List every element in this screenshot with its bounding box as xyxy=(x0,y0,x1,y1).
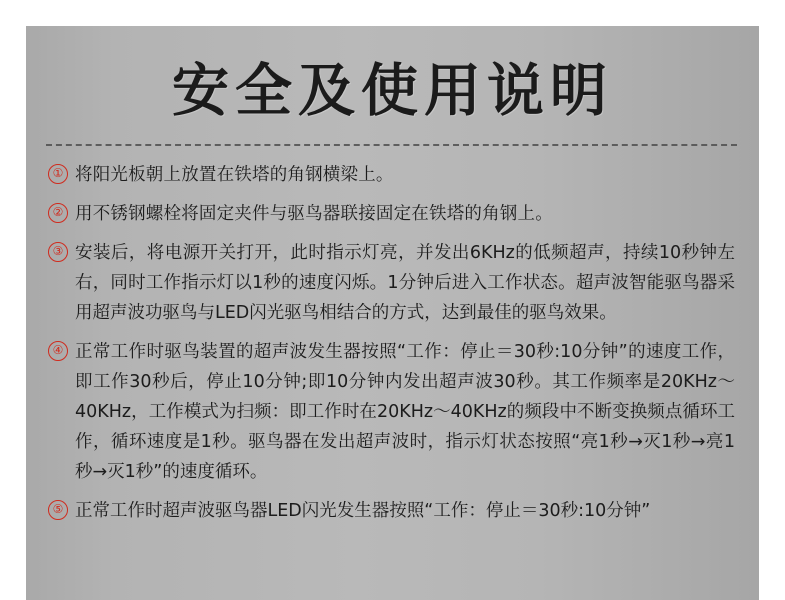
list-marker-4: ④ xyxy=(48,341,68,361)
list-text-2: 用不锈钢螺栓将固定夹件与驱鸟器联接固定在铁塔的角钢上。 xyxy=(75,203,553,224)
list-item xyxy=(48,160,735,190)
list-marker-2: ② xyxy=(48,203,68,223)
list-text-3: 安装后，将电源开关打开，此时指示灯亮，并发出6KHz的低频超声，持续10秒钟左右，同时工作指示灯以1秒的速度闪烁。1分钟后进入工作状态。超声波智能驱鸟器采用超声波功驱鸟与LED闪光驱鸟相结合的方式，达到最佳的驱鸟效果。 xyxy=(75,242,735,323)
list-text-1: 将阳光板朝上放置在铁塔的角钢横梁上。 xyxy=(75,164,394,185)
instruction-list xyxy=(26,146,759,526)
list-item xyxy=(48,199,735,229)
list-text-4: 正常工作时驱鸟装置的超声波发生器按照“工作：停止＝30秒:10分钟”的速度工作，即工作30秒后，停止10分钟;即10分钟内发出超声波30秒。其工作频率是20KHz～40KHz，工作模式为扫频：即工作时在20KHz～40KHz的频段中不断变换频点循环工作，循环速度是1秒。驱鸟器在发出超声波时，指示灯状态按照“亮1秒→灭1秒→亮1秒→灭1秒”的速度循环。 xyxy=(75,341,735,482)
dashed-divider xyxy=(46,144,737,146)
list-marker-5: ⑤ xyxy=(48,500,68,520)
page-title: 安全及使用说明 xyxy=(172,58,613,124)
list-text-5: 正常工作时超声波驱鸟器LED闪光发生器按照“工作：停止＝30秒:10分钟” xyxy=(75,500,651,521)
instruction-panel xyxy=(26,26,759,600)
list-item xyxy=(48,238,735,328)
list-marker-3: ③ xyxy=(48,242,68,262)
list-marker-1: ① xyxy=(48,164,68,184)
list-item xyxy=(48,496,735,526)
list-item xyxy=(48,337,735,487)
